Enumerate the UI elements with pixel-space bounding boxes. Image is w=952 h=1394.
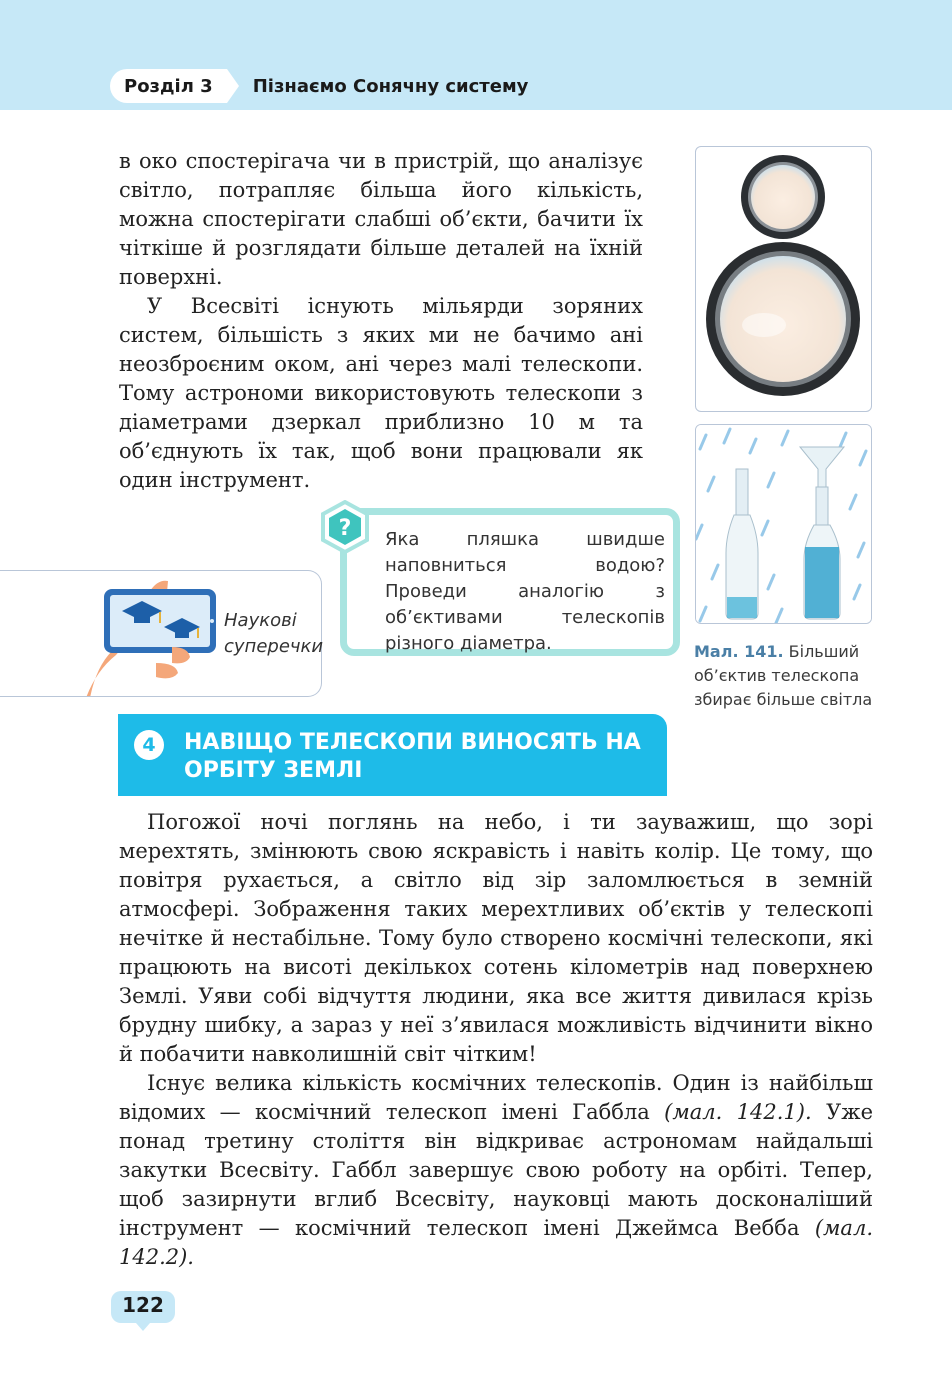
chapter-label: Розділ 3 <box>110 69 227 103</box>
phone-graduation-caps-icon <box>0 571 222 697</box>
question-text: Яка пляшка швидше наповниться водою? Проведи аналогію з об’єктивами телескопів різного діаметра. <box>385 529 665 654</box>
chapter-arrow-icon <box>227 69 239 103</box>
figure-ref-142-1: (мал. 142.1). <box>664 1100 812 1124</box>
question-mark-icon <box>318 500 372 554</box>
science-debates-label: Наукові суперечки <box>224 610 324 657</box>
bottles-rain-icon <box>696 425 872 624</box>
chapter-header <box>110 68 528 104</box>
bottles-photo <box>695 424 872 624</box>
figure-ref-142-2: (мал. 142.2). <box>119 1216 873 1269</box>
paragraph-4: Існує велика кількість космічних телескопів. Один із найбільш відомих — космічний телескоп імені Габбла (мал. 142.1). Уже понад третину століття він відкриває астрономам найдальші закутки Всесвіту. Габбл завершує свою роботу на орбіті. Тепер, щоб зазирнути вглиб Всесвіту, науковці мають досконаліший інструмент — космічний телескоп імені Джеймса Вебба (мал. 142.2). <box>119 1071 873 1269</box>
chapter-title: Пізнаємо Сонячну систему <box>252 75 529 97</box>
lenses-icon <box>696 147 872 412</box>
paragraph-3: Погожої ночі поглянь на небо, і ти зауважиш, що зорі мерехтять, змінюють свою яскравість і навіть колір. Це тому, що повітря рухається, а світло від зір заломлюється в земній атмосфері. Зображення таких мерехтливих об’єктів у телескопі нечітке й нестабільне. Тому було створено космічні телескопи, які працюють на висоті декількох сотень кілометрів над поверхнею Землі. Уяви собі відчуття людини, яка все життя дивилася крізь брудну шибку, а зараз у неї з’явилася можливість відчинити вікно й побачити навколишній світ чітким! <box>119 810 873 1066</box>
paragraph-2: У Всесвіті існують мільярди зоряних систем, більшість з яких ми не бачимо ані неозброєним оком, ані через малі телескопи. Тому астрономи використовують телескопи з діаметрами дзеркал приблизно 10 м та об’єднують їх так, щоб вони працювали як один інструмент. <box>119 294 643 492</box>
page-number: 122 <box>122 1293 164 1317</box>
section-title: НАВІЩО ТЕЛЕСКОПИ ВИНОСЯТЬ НА ОРБІТУ ЗЕМЛІ <box>184 730 641 783</box>
figure-caption <box>694 640 894 712</box>
paragraph-1: в око спостерігача чи в пристрій, що аналізує світло, потрапляє більша його кількість, можна спостерігати слабші об’єкти, бачити їх чіткіше й розглядати більше деталей на їхній поверхні. <box>119 149 643 289</box>
svg-text:?: ? <box>338 516 352 541</box>
section-number: 4 <box>134 730 164 760</box>
caption-text: Більший об’єктив телескопа збирає більше світла <box>694 642 873 709</box>
text-block-top <box>119 147 643 495</box>
text-block-bottom <box>119 808 873 1272</box>
lenses-photo <box>695 146 872 412</box>
caption-label: Мал. 141. <box>694 642 784 661</box>
